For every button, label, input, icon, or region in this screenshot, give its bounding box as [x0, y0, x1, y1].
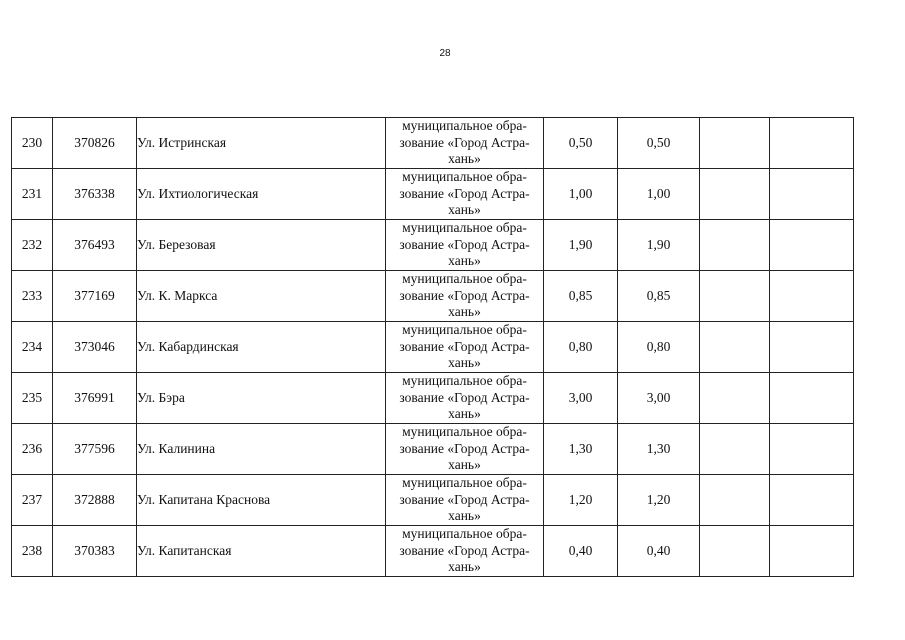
street-name-cell: Ул. Ихтиологическая	[137, 169, 386, 220]
road-code-cell: 370383	[53, 526, 137, 577]
road-code-cell: 377596	[53, 424, 137, 475]
length-paved-cell: 0,50	[618, 118, 700, 169]
owner-cell	[386, 373, 544, 424]
owner-line: хань»	[448, 457, 481, 473]
owner-line: муниципальное обра-	[402, 169, 527, 185]
length-total-cell: 1,90	[544, 220, 618, 271]
owner-line: зование «Город Астра-	[399, 542, 530, 558]
owner-line: муниципальное обра-	[402, 424, 527, 440]
owner-cell	[386, 322, 544, 373]
length-total-cell: 1,20	[544, 475, 618, 526]
owner-line: хань»	[448, 508, 481, 524]
owner-line: хань»	[448, 559, 481, 575]
table-row	[12, 424, 854, 475]
road-code-cell: 376338	[53, 169, 137, 220]
empty-cell	[770, 220, 854, 271]
length-paved-cell: 1,30	[618, 424, 700, 475]
length-total-cell: 0,40	[544, 526, 618, 577]
road-code-cell: 376493	[53, 220, 137, 271]
owner-cell	[386, 424, 544, 475]
empty-cell	[770, 475, 854, 526]
empty-cell	[770, 271, 854, 322]
owner-line: зование «Город Астра-	[399, 134, 530, 150]
street-name-cell: Ул. Истринская	[137, 118, 386, 169]
length-paved-cell: 0,80	[618, 322, 700, 373]
roads-table	[11, 117, 854, 577]
empty-cell	[770, 322, 854, 373]
owner-cell	[386, 475, 544, 526]
road-code-cell: 372888	[53, 475, 137, 526]
table-row	[12, 373, 854, 424]
owner-line: зование «Город Астра-	[399, 185, 530, 201]
road-code-cell: 377169	[53, 271, 137, 322]
owner-line: муниципальное обра-	[402, 373, 527, 389]
length-total-cell: 0,80	[544, 322, 618, 373]
road-code-cell: 370826	[53, 118, 137, 169]
empty-cell	[770, 169, 854, 220]
street-name-cell: Ул. Бэра	[137, 373, 386, 424]
owner-line: зование «Город Астра-	[399, 389, 530, 405]
owner-line: хань»	[448, 151, 481, 167]
empty-cell	[700, 373, 770, 424]
owner-cell	[386, 220, 544, 271]
empty-cell	[700, 322, 770, 373]
owner-line: муниципальное обра-	[402, 526, 527, 542]
length-paved-cell: 1,90	[618, 220, 700, 271]
empty-cell	[770, 373, 854, 424]
table-row	[12, 169, 854, 220]
owner-line: муниципальное обра-	[402, 118, 527, 134]
length-paved-cell: 1,20	[618, 475, 700, 526]
table-row	[12, 322, 854, 373]
length-paved-cell: 0,40	[618, 526, 700, 577]
empty-cell	[700, 475, 770, 526]
empty-cell	[700, 220, 770, 271]
street-name-cell: Ул. Кабардинская	[137, 322, 386, 373]
table-row	[12, 475, 854, 526]
owner-line: муниципальное обра-	[402, 475, 527, 491]
length-total-cell: 0,85	[544, 271, 618, 322]
empty-cell	[770, 118, 854, 169]
street-name-cell: Ул. Березовая	[137, 220, 386, 271]
length-total-cell: 0,50	[544, 118, 618, 169]
empty-cell	[700, 271, 770, 322]
length-paved-cell: 1,00	[618, 169, 700, 220]
row-number-cell: 237	[12, 475, 53, 526]
owner-cell	[386, 271, 544, 322]
empty-cell	[770, 526, 854, 577]
table-row	[12, 220, 854, 271]
table-row	[12, 271, 854, 322]
row-number-cell: 238	[12, 526, 53, 577]
table-row	[12, 526, 854, 577]
roads-table-body	[12, 118, 854, 577]
road-code-cell: 373046	[53, 322, 137, 373]
owner-line: зование «Город Астра-	[399, 236, 530, 252]
row-number-cell: 230	[12, 118, 53, 169]
length-paved-cell: 3,00	[618, 373, 700, 424]
empty-cell	[700, 169, 770, 220]
owner-line: хань»	[448, 355, 481, 371]
row-number-cell: 235	[12, 373, 53, 424]
empty-cell	[770, 424, 854, 475]
row-number-cell: 231	[12, 169, 53, 220]
length-total-cell: 1,30	[544, 424, 618, 475]
page-number: 28	[439, 48, 451, 59]
row-number-cell: 233	[12, 271, 53, 322]
owner-cell	[386, 118, 544, 169]
owner-line: зование «Город Астра-	[399, 287, 530, 303]
row-number-cell: 234	[12, 322, 53, 373]
owner-line: зование «Город Астра-	[399, 440, 530, 456]
road-code-cell: 376991	[53, 373, 137, 424]
empty-cell	[700, 118, 770, 169]
owner-line: хань»	[448, 202, 481, 218]
street-name-cell: Ул. К. Маркса	[137, 271, 386, 322]
row-number-cell: 232	[12, 220, 53, 271]
street-name-cell: Ул. Капитанская	[137, 526, 386, 577]
length-total-cell: 3,00	[544, 373, 618, 424]
empty-cell	[700, 424, 770, 475]
row-number-cell: 236	[12, 424, 53, 475]
street-name-cell: Ул. Капитана Краснова	[137, 475, 386, 526]
owner-line: хань»	[448, 304, 481, 320]
street-name-cell: Ул. Калинина	[137, 424, 386, 475]
owner-line: хань»	[448, 253, 481, 269]
table-row	[12, 118, 854, 169]
owner-cell	[386, 526, 544, 577]
empty-cell	[700, 526, 770, 577]
owner-line: муниципальное обра-	[402, 220, 527, 236]
owner-line: хань»	[448, 406, 481, 422]
owner-line: муниципальное обра-	[402, 271, 527, 287]
owner-line: зование «Город Астра-	[399, 491, 530, 507]
owner-line: зование «Город Астра-	[399, 338, 530, 354]
length-total-cell: 1,00	[544, 169, 618, 220]
length-paved-cell: 0,85	[618, 271, 700, 322]
owner-cell	[386, 169, 544, 220]
owner-line: муниципальное обра-	[402, 322, 527, 338]
